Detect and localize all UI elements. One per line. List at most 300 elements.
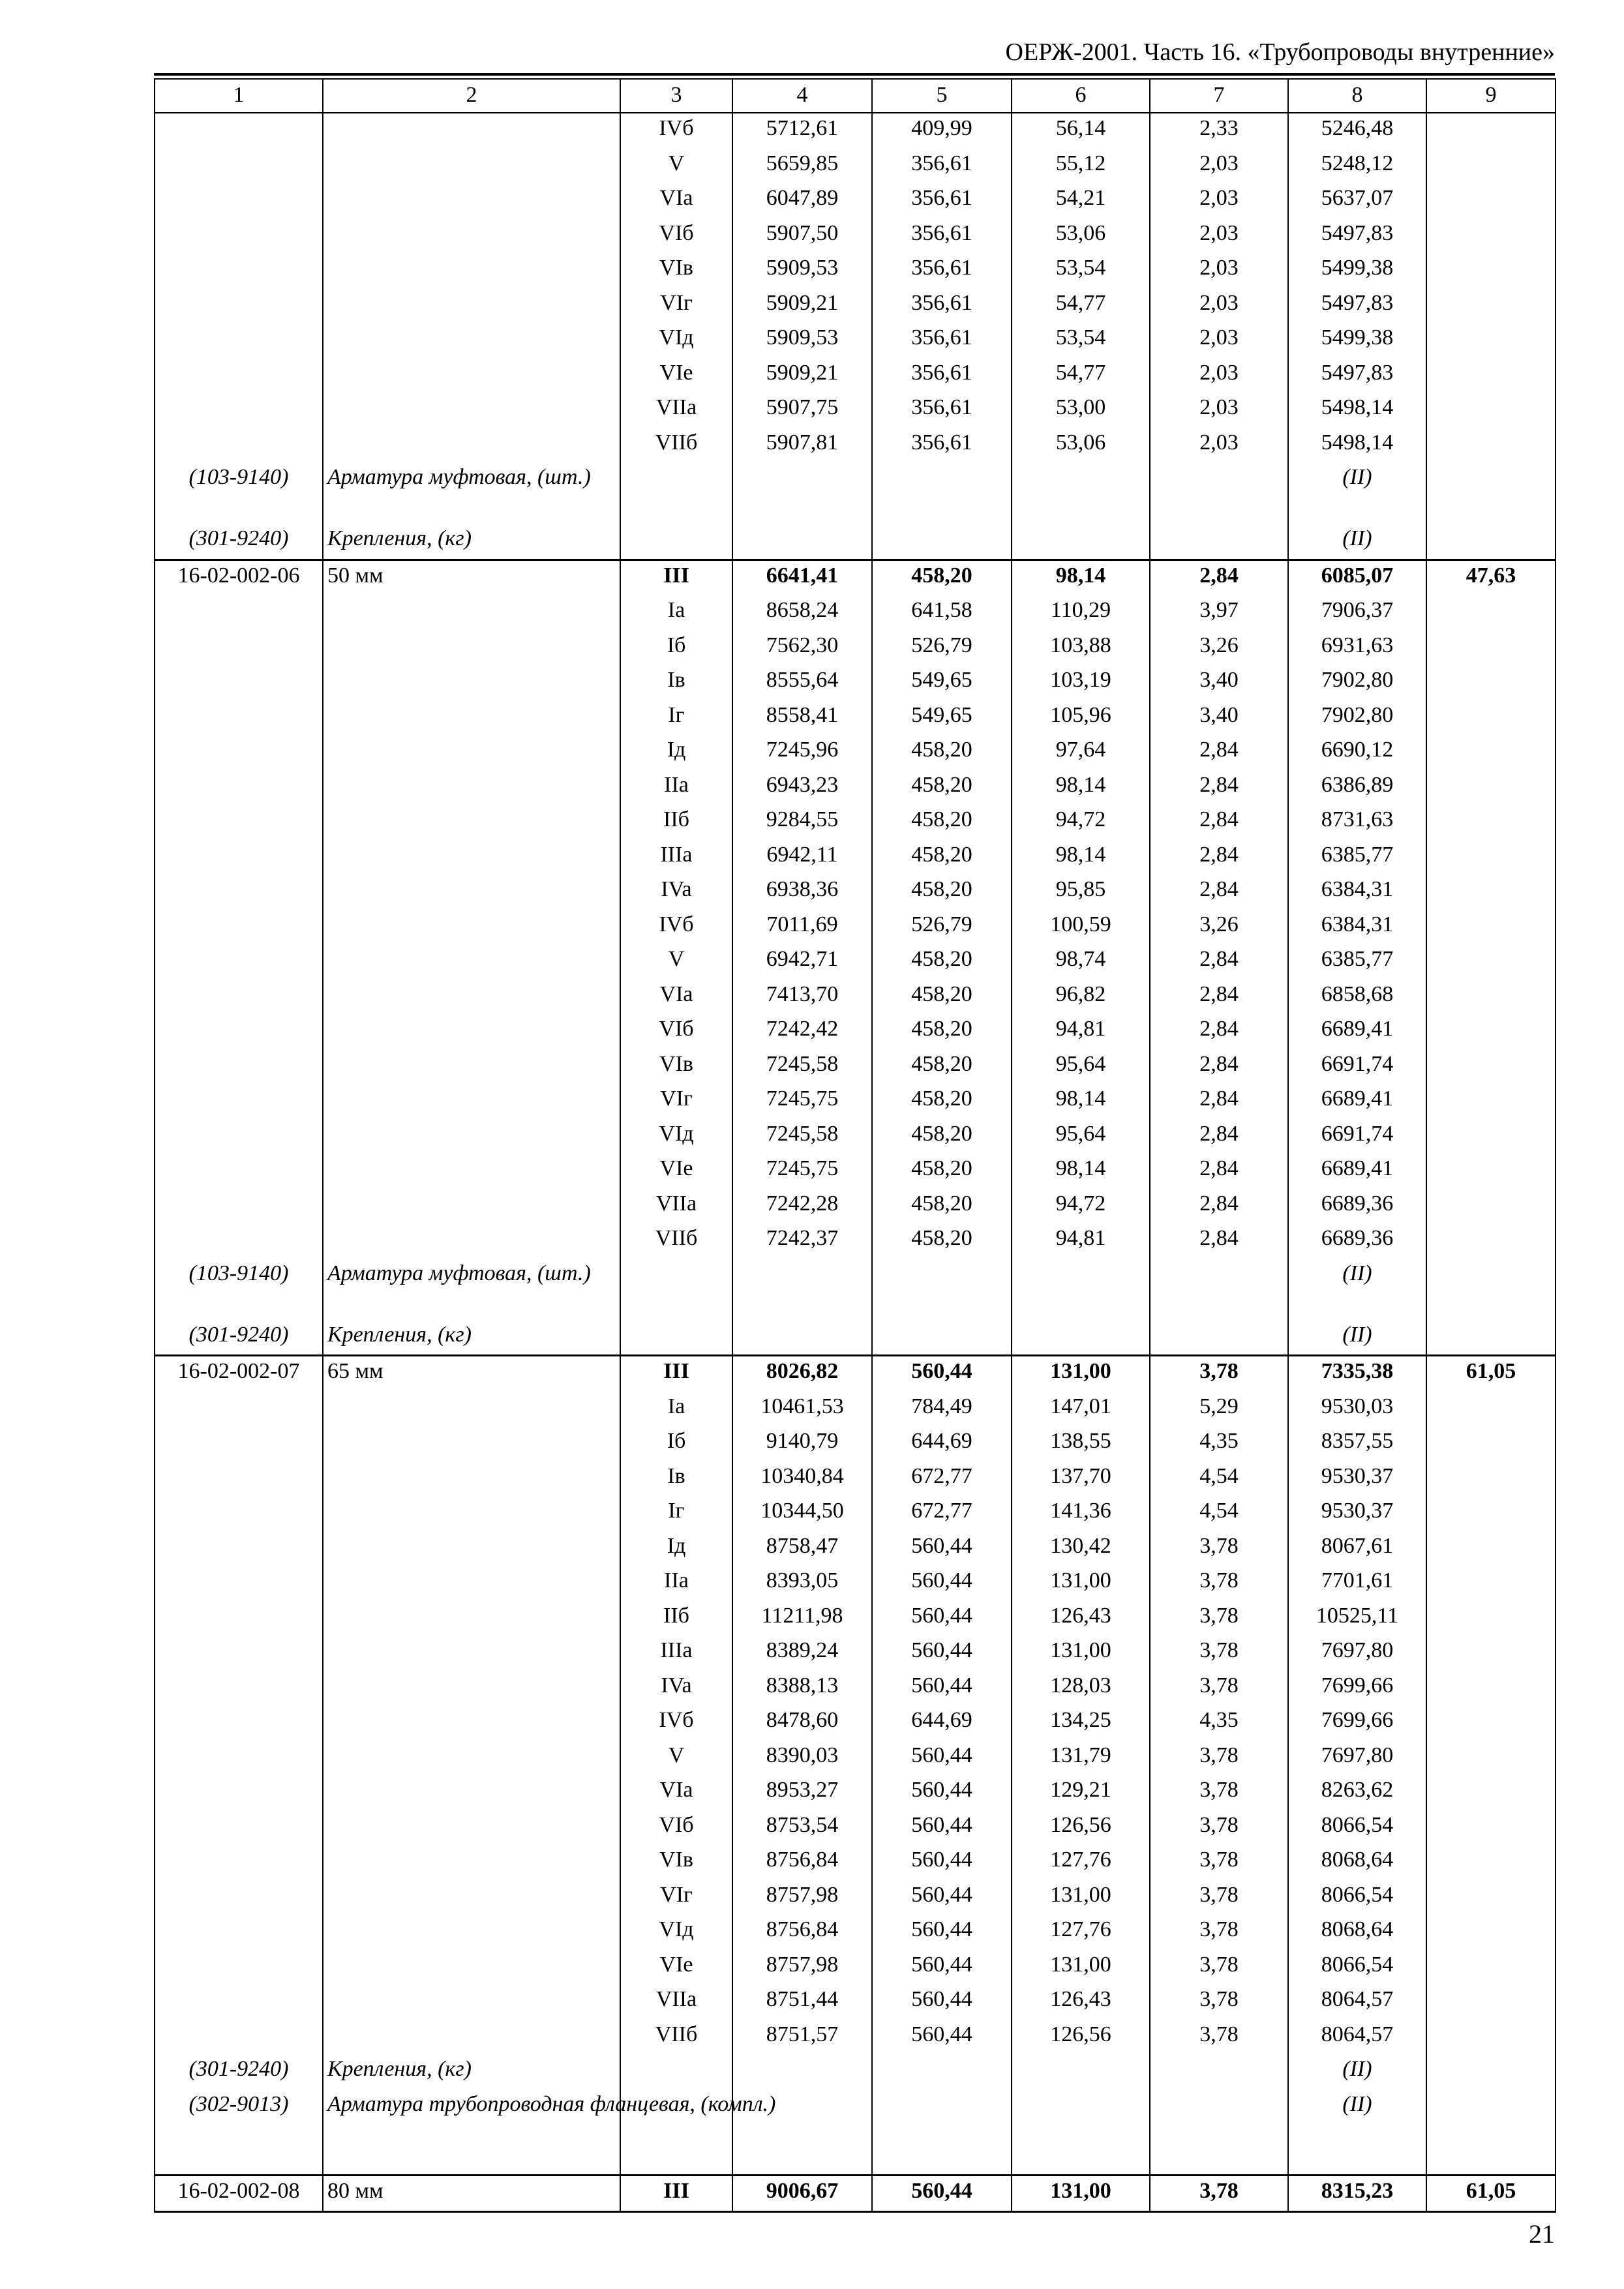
labor-cell <box>1426 462 1556 524</box>
machinist-wages-cell: 2,84 <box>1150 980 1288 1015</box>
labor-cell <box>1426 1189 1556 1224</box>
running-header: ОЕРЖ-2001. Часть 16. «Трубопроводы внутренние» <box>1005 38 1555 66</box>
labor-cell <box>1426 700 1556 736</box>
rate-code <box>155 1496 323 1531</box>
machine-cost-cell <box>1012 2054 1150 2089</box>
zone-rate-row <box>155 665 1556 700</box>
col-num: 6 <box>1012 79 1150 113</box>
resource-code: (301-9240) <box>155 2054 323 2089</box>
zone-cell <box>620 524 732 560</box>
zone-cell: Iв <box>620 665 732 700</box>
materials-cell: 7699,66 <box>1288 1671 1426 1706</box>
zone-cell: IIIa <box>620 1636 732 1671</box>
labor-cell: 61,05 <box>1426 2175 1556 2212</box>
rate-name <box>323 1189 620 1224</box>
machine-cost-cell <box>1012 524 1150 560</box>
materials-cell: 5637,07 <box>1288 183 1426 218</box>
materials-cell: (II) <box>1288 2089 1426 2176</box>
wages-cell: 549,65 <box>872 665 1012 700</box>
machinist-wages-cell: 3,40 <box>1150 665 1288 700</box>
labor-cell <box>1426 1741 1556 1776</box>
labor-cell <box>1426 944 1556 980</box>
materials-cell: 9530,37 <box>1288 1461 1426 1497</box>
zone-cell: V <box>620 1741 732 1776</box>
materials-cell: 5246,48 <box>1288 113 1426 149</box>
materials-cell: 7697,80 <box>1288 1741 1426 1776</box>
rate-name <box>323 1671 620 1706</box>
labor-cell <box>1426 2020 1556 2055</box>
rate-code <box>155 875 323 910</box>
resource-name: Крепления, (кг) <box>323 1320 620 1356</box>
col-num: 3 <box>620 79 732 113</box>
wages-cell: 356,61 <box>872 288 1012 323</box>
materials-cell: 8068,64 <box>1288 1845 1426 1880</box>
zone-rate-row <box>155 1845 1556 1880</box>
direct-cost-cell: 8389,24 <box>732 1636 872 1671</box>
direct-cost-cell: 7245,58 <box>732 1119 872 1154</box>
machine-cost-cell: 53,00 <box>1012 393 1150 428</box>
rate-code <box>155 665 323 700</box>
zone-rate-row <box>155 1810 1556 1846</box>
machinist-wages-cell: 2,33 <box>1150 113 1288 149</box>
machinist-wages-cell: 2,03 <box>1150 253 1288 288</box>
direct-cost-cell: 5712,61 <box>732 113 872 149</box>
machinist-wages-cell: 2,84 <box>1150 1223 1288 1259</box>
zone-rate-row <box>155 1426 1556 1461</box>
materials-cell: 6085,07 <box>1288 560 1426 595</box>
zone-cell: VIб <box>620 218 732 254</box>
materials-cell: 7902,80 <box>1288 665 1426 700</box>
column-number-row <box>155 79 1556 113</box>
rate-code <box>155 1531 323 1566</box>
zone-cell: Iг <box>620 1496 732 1531</box>
machine-cost-cell: 137,70 <box>1012 1461 1150 1497</box>
machine-cost-cell: 126,43 <box>1012 1601 1150 1636</box>
wages-cell: 458,20 <box>872 1084 1012 1119</box>
labor-cell <box>1426 1084 1556 1119</box>
zone-cell: VIa <box>620 1775 732 1810</box>
zone-rate-row <box>155 980 1556 1015</box>
rate-name <box>323 253 620 288</box>
labor-cell <box>1426 665 1556 700</box>
rate-name <box>323 1392 620 1427</box>
labor-cell <box>1426 149 1556 184</box>
machine-cost-cell: 138,55 <box>1012 1426 1150 1461</box>
wages-cell: 526,79 <box>872 631 1012 666</box>
zone-cell: Ia <box>620 1392 732 1427</box>
col-num: 5 <box>872 79 1012 113</box>
direct-cost-cell: 8756,84 <box>732 1845 872 1880</box>
machine-cost-cell: 103,88 <box>1012 631 1150 666</box>
rate-name <box>323 910 620 945</box>
machine-cost-cell: 126,56 <box>1012 2020 1150 2055</box>
machinist-wages-cell <box>1150 524 1288 560</box>
direct-cost-cell: 8757,98 <box>732 1950 872 1985</box>
machine-cost-cell: 126,56 <box>1012 1810 1150 1846</box>
rate-name <box>323 840 620 875</box>
zone-cell: Iб <box>620 1426 732 1461</box>
labor-cell <box>1426 805 1556 840</box>
resource-name: Крепления, (кг) <box>323 2054 620 2089</box>
labor-cell <box>1426 1426 1556 1461</box>
materials-cell: (II) <box>1288 1320 1426 1356</box>
materials-cell: 7906,37 <box>1288 595 1426 631</box>
direct-cost-cell: 8756,84 <box>732 1915 872 1950</box>
materials-cell: 8066,54 <box>1288 1950 1426 1985</box>
wages-cell: 356,61 <box>872 358 1012 393</box>
rate-name <box>323 1496 620 1531</box>
rate-name: 50 мм <box>323 560 620 595</box>
direct-cost-cell <box>732 462 872 524</box>
zone-cell: Ia <box>620 595 732 631</box>
zone-rate-row <box>155 944 1556 980</box>
zone-cell: VIa <box>620 183 732 218</box>
materials-cell: 7902,80 <box>1288 700 1426 736</box>
labor-cell <box>1426 288 1556 323</box>
rate-code <box>155 595 323 631</box>
rate-name <box>323 944 620 980</box>
wages-cell: 458,20 <box>872 1119 1012 1154</box>
rate-name <box>323 1775 620 1810</box>
wages-cell: 672,77 <box>872 1496 1012 1531</box>
machinist-wages-cell: 3,26 <box>1150 631 1288 666</box>
zone-rate-row <box>155 1880 1556 1915</box>
machine-cost-cell: 98,14 <box>1012 1154 1150 1189</box>
wages-cell: 526,79 <box>872 910 1012 945</box>
zone-rate-row <box>155 1636 1556 1671</box>
machine-cost-cell: 54,77 <box>1012 358 1150 393</box>
rate-code <box>155 910 323 945</box>
labor-cell <box>1426 1845 1556 1880</box>
rate-code <box>155 805 323 840</box>
wages-cell: 356,61 <box>872 183 1012 218</box>
labor-cell <box>1426 1119 1556 1154</box>
direct-cost-cell: 7413,70 <box>732 980 872 1015</box>
machine-cost-cell <box>1012 1320 1150 1356</box>
direct-cost-cell <box>732 2054 872 2089</box>
materials-cell: 10525,11 <box>1288 1601 1426 1636</box>
materials-cell: 6691,74 <box>1288 1049 1426 1085</box>
materials-cell: 8357,55 <box>1288 1426 1426 1461</box>
machinist-wages-cell: 3,78 <box>1150 1741 1288 1776</box>
labor-cell <box>1426 113 1556 149</box>
zone-rate-row <box>155 1461 1556 1497</box>
labor-cell <box>1426 1775 1556 1810</box>
materials-cell: (II) <box>1288 524 1426 560</box>
rate-code <box>155 1950 323 1985</box>
rate-name <box>323 700 620 736</box>
direct-cost-cell: 7245,58 <box>732 1049 872 1085</box>
rate-code <box>155 183 323 218</box>
zone-cell: Iд <box>620 735 732 770</box>
direct-cost-cell: 8555,64 <box>732 665 872 700</box>
zone-rate-row <box>155 393 1556 428</box>
rate-code <box>155 1705 323 1741</box>
machinist-wages-cell: 4,54 <box>1150 1461 1288 1497</box>
rate-code <box>155 1775 323 1810</box>
wages-cell: 641,58 <box>872 595 1012 631</box>
zone-cell: VIд <box>620 323 732 358</box>
rate-name <box>323 1566 620 1601</box>
zone-rate-row <box>155 770 1556 805</box>
machinist-wages-cell: 3,78 <box>1150 1810 1288 1846</box>
machine-cost-cell: 98,14 <box>1012 770 1150 805</box>
materials-cell: 8067,61 <box>1288 1531 1426 1566</box>
labor-cell <box>1426 1259 1556 1320</box>
machinist-wages-cell: 3,26 <box>1150 910 1288 945</box>
zone-rate-row <box>155 631 1556 666</box>
materials-cell: (II) <box>1288 2054 1426 2089</box>
direct-cost-cell: 5659,85 <box>732 149 872 184</box>
rate-code <box>155 288 323 323</box>
direct-cost-cell: 8393,05 <box>732 1566 872 1601</box>
zone-rate-row <box>155 1119 1556 1154</box>
rate-name <box>323 1705 620 1741</box>
machinist-wages-cell: 2,03 <box>1150 428 1288 463</box>
rate-name <box>323 1426 620 1461</box>
wages-cell: 560,44 <box>872 1810 1012 1846</box>
rate-code <box>155 358 323 393</box>
labor-cell <box>1426 2089 1556 2176</box>
machine-cost-cell: 98,14 <box>1012 560 1150 595</box>
rate-name <box>323 1601 620 1636</box>
zone-rate-row <box>155 735 1556 770</box>
machinist-wages-cell: 2,03 <box>1150 218 1288 254</box>
labor-cell <box>1426 875 1556 910</box>
zone-cell: III <box>620 2175 732 2212</box>
materials-cell: 6689,41 <box>1288 1084 1426 1119</box>
machinist-wages-cell <box>1150 2089 1288 2176</box>
machinist-wages-cell: 3,78 <box>1150 1601 1288 1636</box>
zone-cell: VIв <box>620 1049 732 1085</box>
rate-name <box>323 358 620 393</box>
zone-cell: VIIa <box>620 1984 732 2020</box>
wages-cell: 458,20 <box>872 875 1012 910</box>
labor-cell <box>1426 631 1556 666</box>
machine-cost-cell: 94,72 <box>1012 805 1150 840</box>
resource-code: (103-9140) <box>155 1259 323 1320</box>
zone-rate-row <box>155 1775 1556 1810</box>
machine-cost-cell: 53,06 <box>1012 218 1150 254</box>
labor-cell <box>1426 323 1556 358</box>
labor-cell <box>1426 183 1556 218</box>
direct-cost-cell: 7242,37 <box>732 1223 872 1259</box>
rate-code <box>155 1189 323 1224</box>
zone-rate-row <box>155 1049 1556 1085</box>
resource-ref-row <box>155 2089 1556 2176</box>
machinist-wages-cell: 2,03 <box>1150 323 1288 358</box>
zone-cell: VIг <box>620 288 732 323</box>
labor-cell <box>1426 840 1556 875</box>
wages-cell: 356,61 <box>872 149 1012 184</box>
materials-cell: 9530,37 <box>1288 1496 1426 1531</box>
rate-code <box>155 1154 323 1189</box>
machinist-wages-cell: 3,78 <box>1150 1845 1288 1880</box>
direct-cost-cell: 8478,60 <box>732 1705 872 1741</box>
direct-cost-cell: 5907,75 <box>732 393 872 428</box>
zone-cell: VIIб <box>620 2020 732 2055</box>
direct-cost-cell <box>732 1320 872 1356</box>
wages-cell: 409,99 <box>872 113 1012 149</box>
materials-cell: 6858,68 <box>1288 980 1426 1015</box>
labor-cell <box>1426 358 1556 393</box>
labor-cell <box>1426 1531 1556 1566</box>
machine-cost-cell: 53,54 <box>1012 323 1150 358</box>
materials-cell: 7697,80 <box>1288 1636 1426 1671</box>
header-rule <box>154 73 1555 76</box>
zone-cell: IIб <box>620 1601 732 1636</box>
wages-cell <box>872 1259 1012 1320</box>
direct-cost-cell: 8026,82 <box>732 1356 872 1392</box>
resource-code: (301-9240) <box>155 524 323 560</box>
machine-cost-cell: 56,14 <box>1012 113 1150 149</box>
rate-row-header <box>155 2175 1556 2212</box>
machine-cost-cell: 128,03 <box>1012 1671 1150 1706</box>
direct-cost-cell: 6641,41 <box>732 560 872 595</box>
materials-cell: 8068,64 <box>1288 1915 1426 1950</box>
machine-cost-cell: 147,01 <box>1012 1392 1150 1427</box>
materials-cell: 6689,41 <box>1288 1014 1426 1049</box>
machinist-wages-cell: 2,84 <box>1150 805 1288 840</box>
machine-cost-cell: 141,36 <box>1012 1496 1150 1531</box>
machine-cost-cell: 127,76 <box>1012 1915 1150 1950</box>
materials-cell: 5499,38 <box>1288 253 1426 288</box>
zone-rate-row <box>155 1189 1556 1224</box>
machinist-wages-cell: 4,35 <box>1150 1426 1288 1461</box>
machine-cost-cell: 95,64 <box>1012 1119 1150 1154</box>
materials-cell: 6689,41 <box>1288 1154 1426 1189</box>
wages-cell: 356,61 <box>872 218 1012 254</box>
zone-cell: VIб <box>620 1014 732 1049</box>
machinist-wages-cell: 2,03 <box>1150 288 1288 323</box>
zone-rate-row <box>155 1601 1556 1636</box>
zone-rate-row <box>155 218 1556 254</box>
zone-rate-row <box>155 700 1556 736</box>
labor-cell <box>1426 735 1556 770</box>
wages-cell: 560,44 <box>872 1531 1012 1566</box>
labor-cell <box>1426 253 1556 288</box>
direct-cost-cell: 7562,30 <box>732 631 872 666</box>
machinist-wages-cell: 2,84 <box>1150 1119 1288 1154</box>
machinist-wages-cell: 4,54 <box>1150 1496 1288 1531</box>
wages-cell: 672,77 <box>872 1461 1012 1497</box>
machine-cost-cell: 94,72 <box>1012 1189 1150 1224</box>
wages-cell <box>872 2054 1012 2089</box>
machine-cost-cell: 131,00 <box>1012 1566 1150 1601</box>
machine-cost-cell: 94,81 <box>1012 1223 1150 1259</box>
wages-cell: 560,44 <box>872 1984 1012 2020</box>
rate-name <box>323 1223 620 1259</box>
labor-cell <box>1426 218 1556 254</box>
labor-cell <box>1426 393 1556 428</box>
machine-cost-cell: 94,81 <box>1012 1014 1150 1049</box>
machine-cost-cell: 131,00 <box>1012 1880 1150 1915</box>
materials-cell: 6385,77 <box>1288 944 1426 980</box>
machine-cost-cell: 55,12 <box>1012 149 1150 184</box>
zone-cell: VIIa <box>620 1189 732 1224</box>
machinist-wages-cell: 3,78 <box>1150 1880 1288 1915</box>
zone-rate-row <box>155 1154 1556 1189</box>
machinist-wages-cell: 2,03 <box>1150 358 1288 393</box>
rate-code <box>155 253 323 288</box>
rate-name <box>323 1049 620 1085</box>
rate-name <box>323 1084 620 1119</box>
rate-name <box>323 1741 620 1776</box>
rate-name <box>323 323 620 358</box>
labor-cell <box>1426 1496 1556 1531</box>
direct-cost-cell: 5909,53 <box>732 323 872 358</box>
rate-code <box>155 1426 323 1461</box>
wages-cell: 458,20 <box>872 1154 1012 1189</box>
machinist-wages-cell: 2,84 <box>1150 1049 1288 1085</box>
zone-rate-row <box>155 1531 1556 1566</box>
zone-cell: VIв <box>620 1845 732 1880</box>
wages-cell: 560,44 <box>872 1950 1012 1985</box>
machine-cost-cell: 98,14 <box>1012 1084 1150 1119</box>
machine-cost-cell: 110,29 <box>1012 595 1150 631</box>
machinist-wages-cell: 2,84 <box>1150 875 1288 910</box>
direct-cost-cell: 8758,47 <box>732 1531 872 1566</box>
col-num: 4 <box>732 79 872 113</box>
wages-cell <box>872 1320 1012 1356</box>
direct-cost-cell: 7011,69 <box>732 910 872 945</box>
wages-cell: 560,44 <box>872 1775 1012 1810</box>
rate-name <box>323 1845 620 1880</box>
materials-cell: 8066,54 <box>1288 1810 1426 1846</box>
labor-cell <box>1426 428 1556 463</box>
machinist-wages-cell: 2,84 <box>1150 1084 1288 1119</box>
machine-cost-cell <box>1012 462 1150 524</box>
zone-cell: IVa <box>620 1671 732 1706</box>
machine-cost-cell: 134,25 <box>1012 1705 1150 1741</box>
labor-cell <box>1426 1014 1556 1049</box>
wages-cell: 560,44 <box>872 1566 1012 1601</box>
labor-cell <box>1426 1984 1556 2020</box>
rate-name <box>323 875 620 910</box>
machinist-wages-cell: 3,78 <box>1150 1531 1288 1566</box>
rate-name <box>323 113 620 149</box>
wages-cell: 560,44 <box>872 2020 1012 2055</box>
wages-cell: 560,44 <box>872 1356 1012 1392</box>
wages-cell: 458,20 <box>872 770 1012 805</box>
rate-name <box>323 735 620 770</box>
direct-cost-cell: 6942,71 <box>732 944 872 980</box>
zone-cell: VIe <box>620 1154 732 1189</box>
direct-cost-cell: 8753,54 <box>732 1810 872 1846</box>
machinist-wages-cell <box>1150 2054 1288 2089</box>
materials-cell: 8066,54 <box>1288 1880 1426 1915</box>
rate-name <box>323 805 620 840</box>
materials-cell: 5497,83 <box>1288 218 1426 254</box>
direct-cost-cell: 8390,03 <box>732 1741 872 1776</box>
rate-name <box>323 665 620 700</box>
machinist-wages-cell: 2,84 <box>1150 770 1288 805</box>
direct-cost-cell: 5907,50 <box>732 218 872 254</box>
rate-name <box>323 2020 620 2055</box>
materials-cell: (II) <box>1288 462 1426 524</box>
wages-cell: 560,44 <box>872 1915 1012 1950</box>
wages-cell <box>872 2089 1012 2176</box>
machine-cost-cell: 100,59 <box>1012 910 1150 945</box>
wages-cell: 560,44 <box>872 1741 1012 1776</box>
direct-cost-cell: 6047,89 <box>732 183 872 218</box>
resource-name: Арматура трубопроводная фланцевая, (компл.) <box>323 2089 620 2176</box>
machinist-wages-cell: 2,84 <box>1150 1014 1288 1049</box>
rate-code <box>155 323 323 358</box>
rate-code <box>155 1915 323 1950</box>
rate-code <box>155 1810 323 1846</box>
wages-cell: 560,44 <box>872 1880 1012 1915</box>
